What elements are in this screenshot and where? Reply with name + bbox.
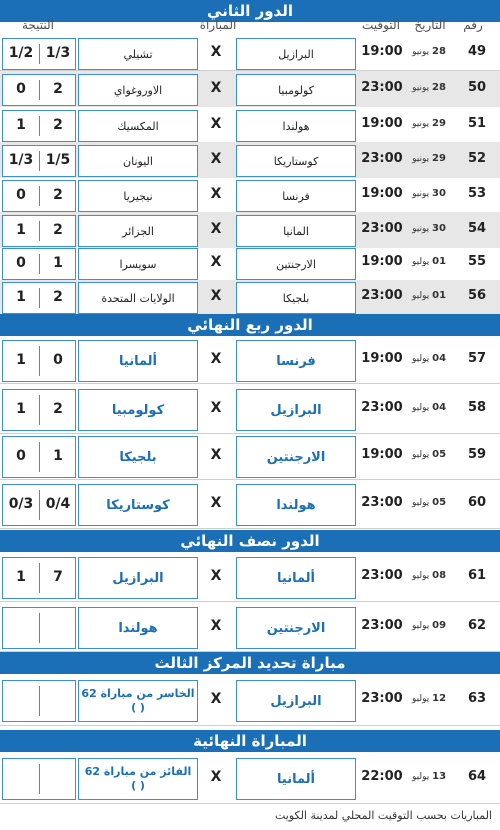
match-row — [0, 246, 500, 280]
score-box — [2, 389, 76, 431]
match-row — [0, 36, 500, 70]
score-right: 1/3 — [45, 45, 71, 61]
match-date — [404, 497, 454, 508]
match-number: 50 — [467, 80, 487, 95]
home-team: البرازيل — [236, 680, 356, 722]
score-box — [2, 248, 76, 280]
score-box — [2, 110, 76, 142]
match-time: 19:00 — [361, 351, 403, 366]
match-row — [0, 280, 500, 314]
score-left: 0 — [16, 255, 26, 271]
match-date — [404, 118, 454, 129]
versus-mark: X — [210, 221, 222, 237]
versus-mark: X — [210, 691, 222, 707]
match-row — [0, 178, 500, 212]
away-team: نيجيريا — [78, 180, 198, 212]
match-time: 23:00 — [361, 400, 403, 415]
score-box — [2, 758, 76, 800]
score-left: 1 — [16, 289, 26, 305]
score-divider — [39, 686, 40, 716]
score-right: 7 — [53, 569, 63, 585]
home-team: كولومبيا — [236, 74, 356, 106]
section-header-round-of-16: الدور الثاني — [0, 0, 500, 22]
match-day: 08 — [432, 570, 447, 581]
match-number: 57 — [467, 351, 487, 366]
match-month: يوليو — [411, 291, 430, 301]
match-date — [404, 82, 454, 93]
score-box — [2, 282, 76, 314]
score-box — [2, 484, 76, 526]
versus-mark: X — [210, 254, 222, 270]
match-date — [404, 256, 454, 267]
score-left: 0/3 — [8, 496, 34, 512]
score-box — [2, 145, 76, 177]
match-month: يوليو — [411, 571, 430, 581]
home-team: هولندا — [236, 110, 356, 142]
score-left: 1 — [16, 401, 26, 417]
match-month: يوليو — [411, 498, 430, 508]
match-row — [0, 142, 500, 178]
score-right: 1 — [53, 448, 63, 464]
score-box — [2, 180, 76, 212]
score-left: 1 — [16, 222, 26, 238]
match-number: 62 — [467, 618, 487, 633]
score-left: 1 — [16, 117, 26, 133]
match-month: يونيو — [412, 47, 430, 57]
match-month: يوليو — [411, 403, 430, 413]
placeholder-line-2: ( ) — [131, 701, 145, 714]
away-team: بلجيكا — [78, 436, 198, 478]
score-left: 1 — [16, 352, 26, 368]
match-number: 49 — [467, 44, 487, 59]
versus-mark: X — [210, 80, 222, 96]
match-number: 52 — [467, 151, 487, 166]
match-day: 05 — [432, 497, 447, 508]
score-box — [2, 38, 76, 70]
match-row — [0, 108, 500, 142]
away-team-placeholder — [78, 758, 198, 800]
match-date — [404, 402, 454, 413]
score-box — [2, 607, 76, 649]
row-divider — [0, 803, 500, 804]
versus-mark: X — [210, 186, 222, 202]
match-time: 19:00 — [361, 116, 403, 131]
match-time: 23:00 — [361, 691, 403, 706]
home-team: فرنسا — [236, 180, 356, 212]
home-team: البرازيل — [236, 389, 356, 431]
match-row — [0, 603, 500, 651]
match-month: يوليو — [411, 621, 430, 631]
match-day: 28 — [431, 46, 446, 57]
match-date — [404, 570, 454, 581]
match-number: 61 — [467, 568, 487, 583]
placeholder-line-1: الخاسر من مباراة 62 — [81, 687, 195, 700]
match-month: يوليو — [411, 450, 430, 460]
column-header-result: النتيجة — [21, 18, 55, 32]
score-right: 2 — [53, 401, 63, 417]
versus-mark: X — [210, 568, 222, 584]
match-month: يوليو — [411, 772, 430, 782]
section-header-semi-final: الدور نصف النهائي — [0, 530, 500, 552]
score-right: 2 — [53, 222, 63, 238]
match-date — [404, 290, 454, 301]
match-row — [0, 480, 500, 528]
score-left: 1 — [16, 569, 26, 585]
footnote: المباريات بحسب التوقيت المحلي لمدينة الكويت — [274, 809, 492, 822]
match-day: 29 — [431, 118, 446, 129]
match-row — [0, 212, 500, 248]
match-month: يونيو — [412, 224, 430, 234]
match-number: 56 — [467, 288, 487, 303]
score-box — [2, 215, 76, 247]
score-box — [2, 680, 76, 722]
home-team: الارجنتين — [236, 248, 356, 280]
column-header-date: التاريخ — [414, 18, 446, 32]
away-team-placeholder — [78, 680, 198, 722]
match-row — [0, 385, 500, 433]
away-team: البرازيل — [78, 557, 198, 599]
match-row — [0, 675, 500, 725]
match-number: 63 — [467, 691, 487, 706]
match-month: يوليو — [411, 694, 430, 704]
home-team: الارجنتين — [236, 607, 356, 649]
match-number: 59 — [467, 447, 487, 462]
away-team: تشيلي — [78, 38, 198, 70]
away-team: سويسرا — [78, 248, 198, 280]
match-time: 19:00 — [361, 44, 403, 59]
column-header-time: التوقيت — [362, 18, 400, 32]
away-team: الاوروغواي — [78, 74, 198, 106]
away-team: المكسيك — [78, 110, 198, 142]
home-team: بلجيكا — [236, 282, 356, 314]
match-row — [0, 337, 500, 383]
match-number: 55 — [467, 254, 487, 269]
match-day: 13 — [432, 771, 447, 782]
column-header-number: رقم — [463, 18, 483, 32]
score-right: 0/4 — [45, 496, 71, 512]
score-right: 1/5 — [45, 152, 71, 168]
match-day: 05 — [432, 449, 447, 460]
score-left: 0 — [16, 448, 26, 464]
match-row — [0, 433, 500, 479]
score-divider — [39, 613, 40, 643]
home-team: المانيا — [236, 215, 356, 247]
match-number: 60 — [467, 495, 487, 510]
away-team: الجزائر — [78, 215, 198, 247]
versus-mark: X — [210, 447, 222, 463]
section-header-final: المباراة النهائية — [0, 730, 500, 752]
match-time: 23:00 — [361, 151, 403, 166]
match-row — [0, 71, 500, 107]
score-left: 1/2 — [8, 45, 34, 61]
home-team: ألمانيا — [236, 758, 356, 800]
match-day: 01 — [432, 290, 447, 301]
away-team: كولومبيا — [78, 389, 198, 431]
match-time: 23:00 — [361, 221, 403, 236]
match-date — [404, 449, 454, 460]
versus-mark: X — [210, 288, 222, 304]
match-row — [0, 553, 500, 601]
match-date — [404, 771, 454, 782]
match-month: يوليو — [411, 257, 430, 267]
match-day: 04 — [432, 402, 447, 413]
match-day: 04 — [432, 353, 447, 364]
versus-mark: X — [210, 351, 222, 367]
score-right: 2 — [53, 81, 63, 97]
score-right: 1 — [53, 255, 63, 271]
match-time: 23:00 — [361, 288, 403, 303]
score-right: 2 — [53, 117, 63, 133]
versus-mark: X — [210, 44, 222, 60]
match-date — [404, 153, 454, 164]
match-day: 30 — [431, 223, 446, 234]
row-divider — [0, 383, 500, 384]
away-team: الولايات المتحدة — [78, 282, 198, 314]
score-box — [2, 557, 76, 599]
match-date — [404, 188, 454, 199]
match-number: 54 — [467, 221, 487, 236]
score-box — [2, 74, 76, 106]
match-number: 58 — [467, 400, 487, 415]
score-right: 2 — [53, 289, 63, 305]
match-month: يونيو — [412, 119, 430, 129]
match-time: 23:00 — [361, 568, 403, 583]
section-header-third-place: مباراة تحديد المركز الثالث — [0, 652, 500, 674]
match-day: 01 — [432, 256, 447, 267]
match-number: 51 — [467, 116, 487, 131]
home-team: الارجنتين — [236, 436, 356, 478]
match-date — [404, 620, 454, 631]
match-time: 23:00 — [361, 495, 403, 510]
row-divider — [0, 601, 500, 602]
column-header-match: المباراة — [199, 18, 237, 32]
row-divider — [0, 528, 500, 529]
match-row — [0, 753, 500, 803]
placeholder-line-2: ( ) — [131, 779, 145, 792]
match-date — [404, 353, 454, 364]
score-left: 0 — [16, 187, 26, 203]
match-day: 29 — [431, 153, 446, 164]
versus-mark: X — [210, 116, 222, 132]
away-team: هولندا — [78, 607, 198, 649]
score-left: 0 — [16, 81, 26, 97]
match-date — [404, 223, 454, 234]
home-team: فرنسا — [236, 340, 356, 382]
score-box — [2, 340, 76, 382]
match-month: يونيو — [412, 154, 430, 164]
away-team: اليونان — [78, 145, 198, 177]
match-number: 64 — [467, 769, 487, 784]
match-day: 12 — [432, 693, 447, 704]
match-day: 28 — [431, 82, 446, 93]
match-day: 09 — [432, 620, 447, 631]
match-month: يونيو — [412, 83, 430, 93]
away-team: كوستاريكا — [78, 484, 198, 526]
versus-mark: X — [210, 618, 222, 634]
match-time: 19:00 — [361, 447, 403, 462]
match-time: 23:00 — [361, 80, 403, 95]
match-date — [404, 46, 454, 57]
score-box — [2, 436, 76, 478]
away-team: ألمانيا — [78, 340, 198, 382]
versus-mark: X — [210, 151, 222, 167]
section-header-quarter-final: الدور ربع النهائي — [0, 314, 500, 336]
home-team: ألمانيا — [236, 557, 356, 599]
match-time: 19:00 — [361, 254, 403, 269]
score-divider — [39, 764, 40, 794]
score-right: 0 — [53, 352, 63, 368]
versus-mark: X — [210, 400, 222, 416]
match-month: يوليو — [411, 354, 430, 364]
score-left: 1/3 — [8, 152, 34, 168]
score-right: 2 — [53, 187, 63, 203]
match-month: يونيو — [412, 189, 430, 199]
match-time: 23:00 — [361, 618, 403, 633]
row-divider — [0, 725, 500, 726]
home-team: كوستاريكا — [236, 145, 356, 177]
match-time: 19:00 — [361, 186, 403, 201]
match-number: 53 — [467, 186, 487, 201]
versus-mark: X — [210, 769, 222, 785]
home-team: هولندا — [236, 484, 356, 526]
placeholder-line-1: الفائز من مباراة 62 — [84, 765, 192, 778]
match-date — [404, 693, 454, 704]
home-team: البرازيل — [236, 38, 356, 70]
match-time: 22:00 — [361, 769, 403, 784]
match-day: 30 — [431, 188, 446, 199]
versus-mark: X — [210, 495, 222, 511]
